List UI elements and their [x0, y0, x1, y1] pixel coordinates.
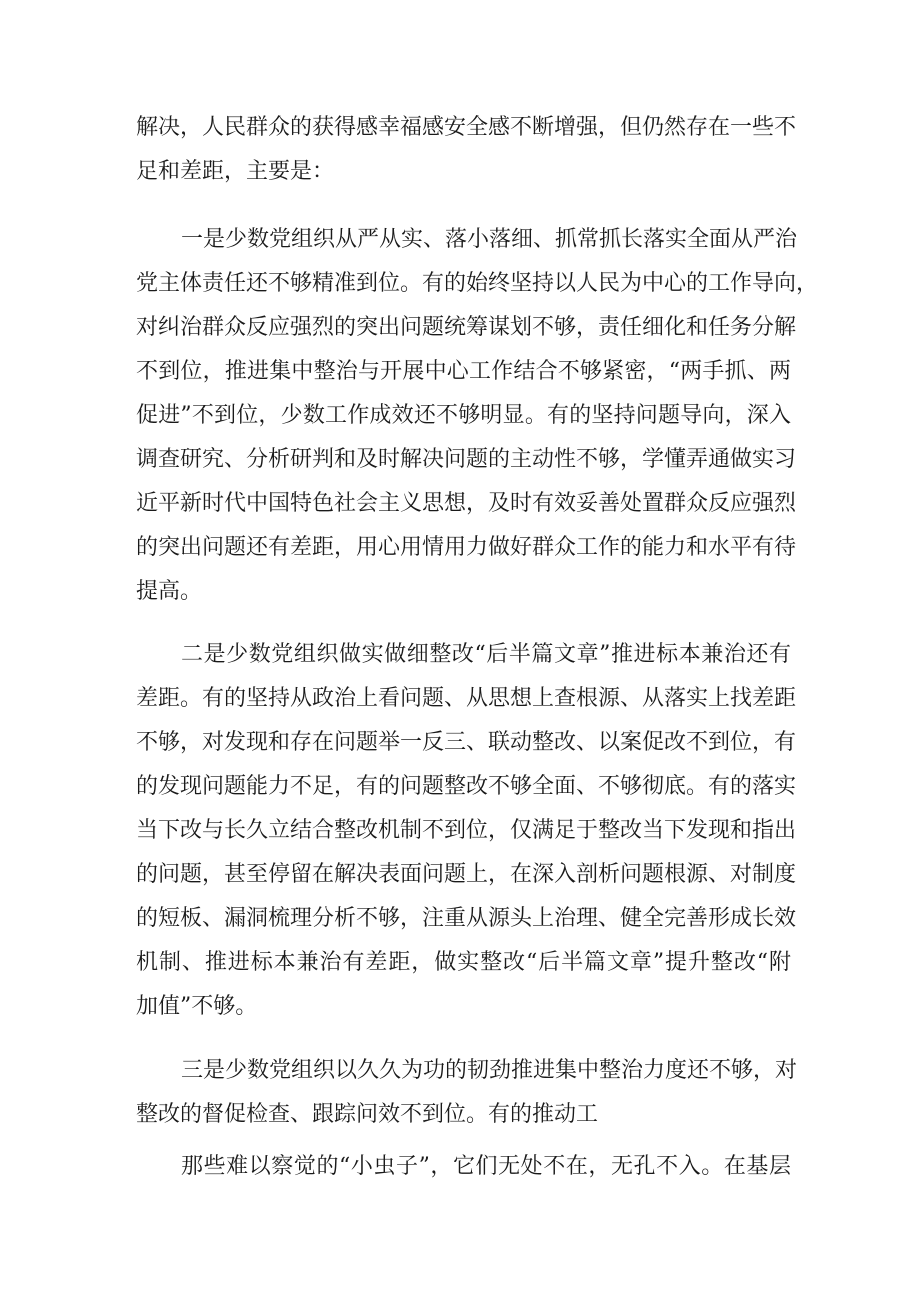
paragraph-2-line-9: 加值”不够。 — [136, 994, 258, 1019]
text-line-1: 解决，人民群众的获得感幸福感安全感不断增强，但仍然存在一些不 — [136, 115, 797, 140]
paragraph-2-line-5: 当下改与长久立结合整改机制不到位，仅满足于整改当下发现和指出 — [136, 818, 797, 843]
paragraph-3-line-1: 三是少数党组织以久久为功的韧劲推进集中整治力度还不够，对 — [181, 1058, 798, 1083]
paragraph-1-line-4: 不到位，推进集中整治与开展中心工作结合不够紧密，“两手抓、两 — [136, 359, 791, 384]
paragraph-2-line-2: 差距。有的坚持从政治上看问题、从思想上查根源、从落实上找差距 — [136, 686, 797, 711]
paragraph-1-line-2: 党主体责任还不够精准到位。有的始终坚持以人民为中心的工作导向， — [136, 271, 819, 296]
paragraph-2-line-8: 机制、推进标本兼治有差距，做实整改“后半篇文章”提升整改“附 — [136, 950, 791, 975]
paragraph-2-line-7: 的短板、漏洞梳理分析不够，注重从源头上治理、健全完善形成长效 — [136, 906, 797, 931]
paragraph-1-line-5: 促进”不到位，少数工作成效还不够明显。有的坚持问题导向，深入 — [136, 403, 791, 428]
paragraph-1-line-8: 的突出问题还有差距，用心用情用力做好群众工作的能力和水平有待 — [136, 535, 797, 560]
paragraph-1-line-7: 近平新时代中国特色社会主义思想，及时有效妥善处置群众反应强烈 — [136, 491, 797, 516]
paragraph-2-line-6: 的问题，甚至停留在解决表面问题上，在深入剖析问题根源、对制度 — [136, 862, 797, 887]
paragraph-1-line-3: 对纠治群众反应强烈的突出问题统筹谋划不够，责任细化和任务分解 — [136, 315, 797, 340]
paragraph-3-line-2: 整改的督促检查、跟踪问效不到位。有的推动工 — [136, 1102, 599, 1127]
paragraph-2-line-4: 的发现问题能力不足，有的问题整改不够全面、不够彻底。有的落实 — [136, 774, 797, 799]
paragraph-1-line-6: 调查研究、分析研判和及时解决问题的主动性不够，学懂弄通做实习 — [136, 447, 797, 472]
paragraph-1-line-9: 提高。 — [136, 579, 203, 604]
paragraph-4-line-1: 那些难以察觉的“小虫子”，它们无处不在，无孔不入。在基层 — [181, 1154, 791, 1179]
paragraph-1-line-1: 一是少数党组织从严从实、落小落细、抓常抓长落实全面从严治 — [181, 227, 798, 252]
text-line-2: 足和差距，主要是： — [136, 159, 335, 184]
paragraph-2-line-1: 二是少数党组织做实做细整改“后半篇文章”推进标本兼治还有 — [181, 642, 791, 667]
paragraph-2-line-3: 不够，对发现和存在问题举一反三、联动整改、以案促改不到位，有 — [136, 730, 797, 755]
